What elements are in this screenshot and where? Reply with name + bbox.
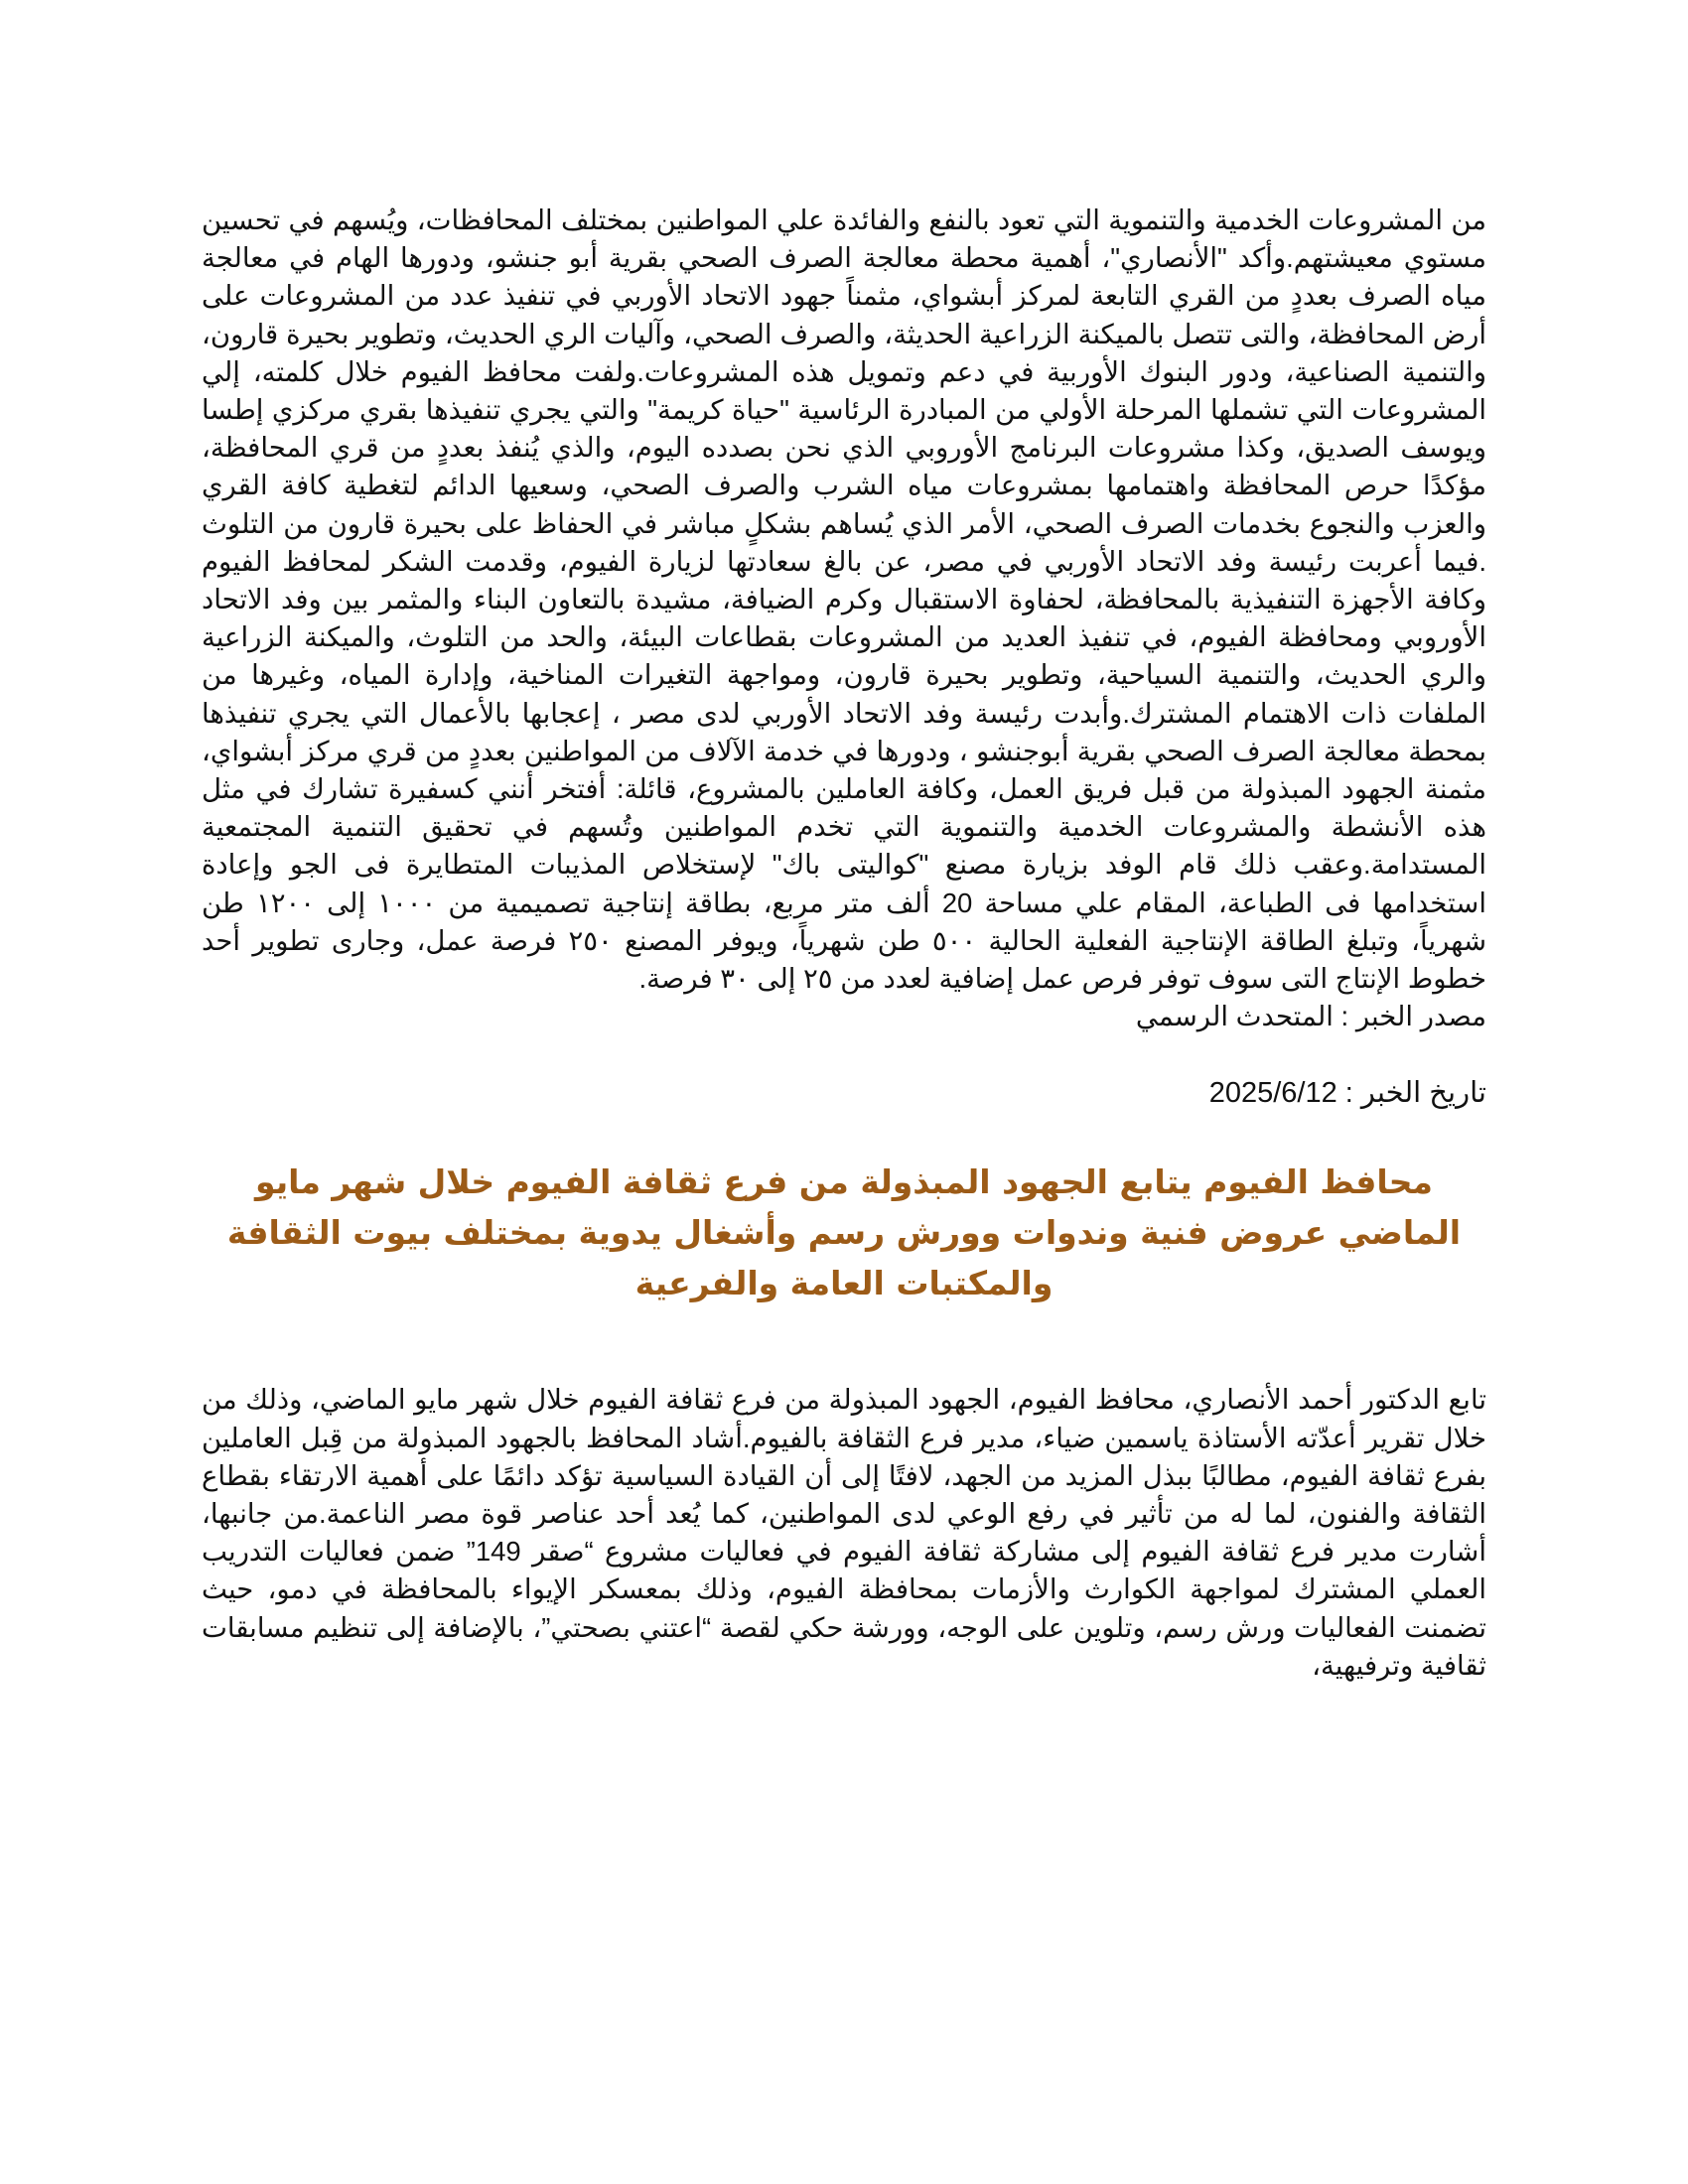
- article-body-paragraph-2: تابع الدكتور أحمد الأنصاري، محافظ الفيوم، الجهود المبذولة من فرع ثقافة الفيوم خلال شهر مايو الماضي، وذلك من خلال تقرير أعدّته الأستاذة ياسمين ضياء، مدير فرع الثقافة بالفيوم.أشاد المحافظ بالجهود المبذولة من قِبل العاملين بفرع ثقافة الفيوم، مطالبًا ببذل المزيد من الجهد، لافتًا إلى أن القيادة السياسية تؤكد دائمًا على أهمية الارتقاء بقطاع الثقافة والفنون، لما له من تأثير في رفع الوعي لدى المواطنين، كما يُعد أحد عناصر قوة مصر الناعمة.من جانبها، أشارت مدير فرع ثقافة الفيوم إلى مشاركة ثقافة الفيوم في فعاليات مشروع “صقر 149” ضمن فعاليات التدريب العملي المشترك لمواجهة الكوارث والأزمات بمحافظة الفيوم، وذلك بمعسكر الإيواء بالمحافظة في دمو، حيث تضمنت الفعاليات ورش رسم، وتلوين على الوجه، وورشة حكي لقصة “اعتني بصحتي”، بالإضافة إلى تنظيم مسابقات ثقافية وترفيهية،: [202, 1384, 1486, 1681]
- news-source-line: مصدر الخبر : المتحدث الرسمي: [1135, 1001, 1486, 1032]
- document-content: [202, 202, 1486, 1685]
- article-headline: محافظ الفيوم يتابع الجهود المبذولة من فرع ثقافة الفيوم خلال شهر مايو الماضي عروض فنية وندوات وورش رسم وأشغال يدوية بمختلف بيوت الثقافة والمكتبات العامة والفرعية: [226, 1162, 1462, 1303]
- article-body-paragraph: من المشروعات الخدمية والتنموية التي تعود بالنفع والفائدة علي المواطنين بمختلف المحافظات، ويُسهم في تحسين مستوي معيشتهم.وأكد "الأنصاري"، أهمية محطة معالجة الصرف الصحي بقرية أبو جنشو، ودورها الهام في معالجة مياه الصرف بعددٍ من القري التابعة لمركز أبشواي، مثمناً جهود الاتحاد الأوربي في تنفيذ عدد من المشروعات على أرض المحافظة، والتى تتصل بالميكنة الزراعية الحديثة، والصرف الصحي، وآليات الري الحديث، وتطوير بحيرة قارون، والتنمية الصناعية، ودور البنوك الأوربية في دعم وتمويل هذه المشروعات.ولفت محافظ الفيوم خلال كلمته، إلي المشروعات التي تشملها المرحلة الأولي من المبادرة الرئاسية "حياة كريمة" والتي يجري تنفيذها بقري مركزي إطسا ويوسف الصديق، وكذا مشروعات البرنامج الأوروبي الذي نحن بصدده اليوم، والذي يُنفذ بعددٍ من قري المحافظة، مؤكدًا حرص المحافظة واهتمامها بمشروعات مياه الشرب والصرف الصحي، وسعيها الدائم لتغطية كافة القري والعزب والنجوع بخدمات الصرف الصحي، الأمر الذي يُساهم بشكلٍ مباشر في الحفاظ على بحيرة قارون من التلوث .فيما أعربت رئيسة وفد الاتحاد الأوربي في مصر، عن بالغ سعادتها لزيارة الفيوم، وقدمت الشكر لمحافظ الفيوم وكافة الأجهزة التنفيذية بالمحافظة، لحفاوة الاستقبال وكرم الضيافة، مشيدة بالتعاون البناء والمثمر بين وفد الاتحاد الأوروبي ومحافظة الفيوم، في تنفيذ العديد من المشروعات بقطاعات البيئة، والحد من التلوث، والميكنة الزراعية والري الحديث، والتنمية السياحية، وتطوير بحيرة قارون، ومواجهة التغيرات المناخية، وإدارة المياه، وغيرها من الملفات ذات الاهتمام المشترك.وأبدت رئيسة وفد الاتحاد الأوربي لدى مصر ، إعجابها بالأعمال التي يجري تنفيذها بمحطة معالجة الصرف الصحي بقرية أبوجنشو ، ودورها في خدمة الآلاف من المواطنين بعددٍ من قري مركز أبشواي، مثمنة الجهود المبذولة من قبل فريق العمل، وكافة العاملين بالمشروع، قائلة: أفتخر أنني كسفيرة تشارك في مثل هذه الأنشطة والمشروعات الخدمية والتنموية التي تخدم المواطنين وتُسهم في تحقيق التنمية المجتمعية المستدامة.وعقب ذلك قام الوفد بزيارة مصنع "كواليتى باك" لإستخلاص المذيبات المتطايرة فى الجو وإعادة استخدامها فى الطباعة، المقام علي مساحة 20 ألف متر مربع، بطاقة إنتاجية تصميمية من ١٠٠٠ إلى ١٢٠٠ طن شهرياً، وتبلغ الطاقة الإنتاجية الفعلية الحالية ٥٠٠ طن شهرياً، ويوفر المصنع ٢٥٠ فرصة عمل، وجارى تطوير أحد خطوط الإنتاج التى سوف توفر فرص عمل إضافية لعدد من ٢٥ إلى ٣٠ فرصة.: [202, 205, 1486, 995]
- news-date-line: تاريخ الخبر : 2025/6/12: [1208, 1077, 1486, 1110]
